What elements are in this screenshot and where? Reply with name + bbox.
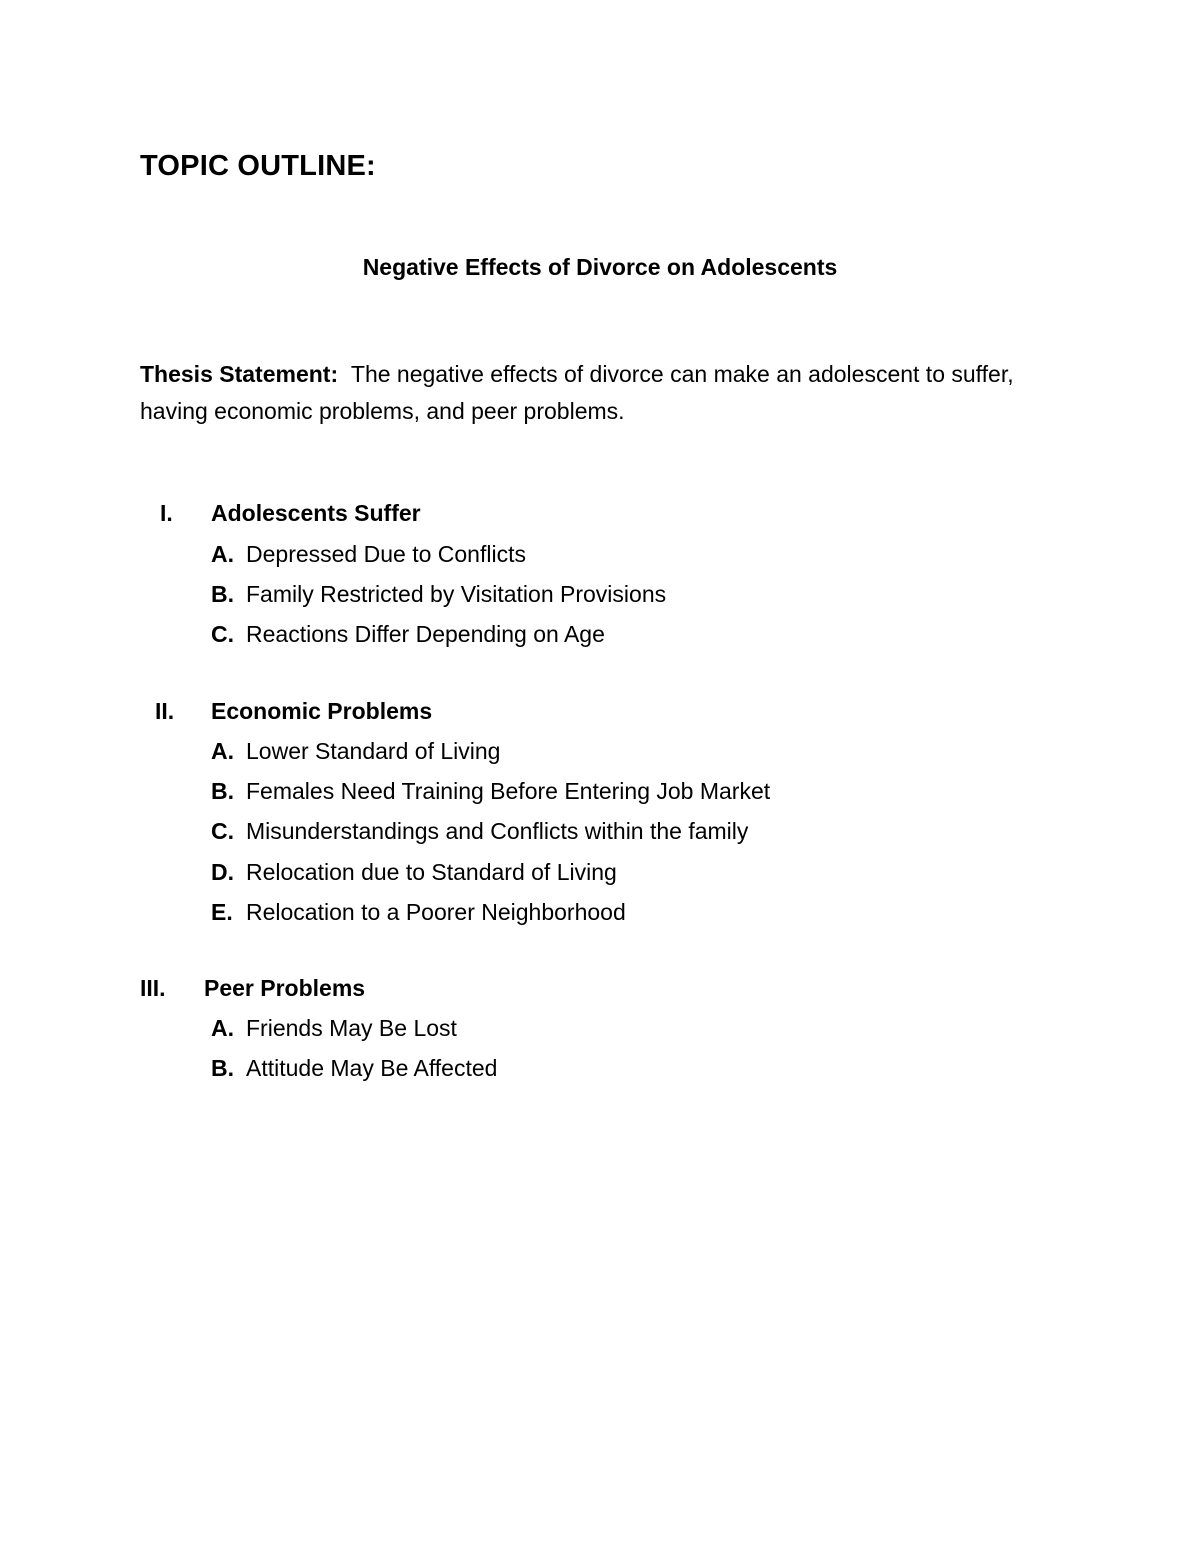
item-letter: A. bbox=[211, 1015, 234, 1041]
item-letter: C. bbox=[211, 621, 234, 647]
thesis-label: Thesis Statement: bbox=[140, 361, 339, 387]
section-numeral: III. bbox=[140, 975, 166, 1001]
document-title: Negative Effects of Divorce on Adolescents bbox=[362, 254, 838, 280]
item-letter: D. bbox=[211, 859, 234, 885]
item-text: Misunderstandings and Conflicts within the family bbox=[246, 818, 749, 844]
document-heading: TOPIC OUTLINE: bbox=[140, 150, 376, 182]
outline-item bbox=[211, 541, 526, 568]
section-heading: Peer Problems bbox=[204, 975, 366, 1001]
outline-item bbox=[211, 859, 617, 886]
outline-item bbox=[211, 818, 748, 845]
item-letter: B. bbox=[211, 778, 234, 804]
outline-item bbox=[211, 1015, 457, 1042]
outline-item bbox=[211, 621, 605, 648]
item-text: Attitude May Be Affected bbox=[246, 1055, 498, 1081]
thesis-statement bbox=[140, 356, 1040, 430]
item-letter: C. bbox=[211, 818, 234, 844]
item-text: Relocation to a Poorer Neighborhood bbox=[246, 899, 626, 925]
item-text: Family Restricted by Visitation Provisions bbox=[246, 581, 667, 607]
section-numeral: II. bbox=[155, 698, 175, 724]
thesis-text: The negative effects of divorce can make an adolescent to suffer, having economic problems, and peer problems. bbox=[140, 361, 1014, 424]
item-text: Lower Standard of Living bbox=[246, 738, 501, 764]
item-letter: A. bbox=[211, 541, 234, 567]
item-text: Reactions Differ Depending on Age bbox=[246, 621, 605, 647]
item-text: Females Need Training Before Entering Job Market bbox=[246, 778, 771, 804]
outline-item bbox=[211, 778, 770, 805]
outline-item bbox=[211, 1055, 497, 1082]
item-letter: B. bbox=[211, 581, 234, 607]
item-letter: A. bbox=[211, 738, 234, 764]
outline-item bbox=[211, 738, 500, 765]
item-text: Relocation due to Standard of Living bbox=[246, 859, 617, 885]
section-heading: Adolescents Suffer bbox=[211, 500, 421, 526]
item-text: Depressed Due to Conflicts bbox=[246, 541, 526, 567]
outline-item bbox=[211, 899, 626, 926]
item-letter: E. bbox=[211, 899, 233, 925]
section-heading: Economic Problems bbox=[211, 698, 433, 724]
item-letter: B. bbox=[211, 1055, 234, 1081]
section-numeral: I. bbox=[160, 500, 173, 526]
outline-item bbox=[211, 581, 666, 608]
item-text: Friends May Be Lost bbox=[246, 1015, 457, 1041]
